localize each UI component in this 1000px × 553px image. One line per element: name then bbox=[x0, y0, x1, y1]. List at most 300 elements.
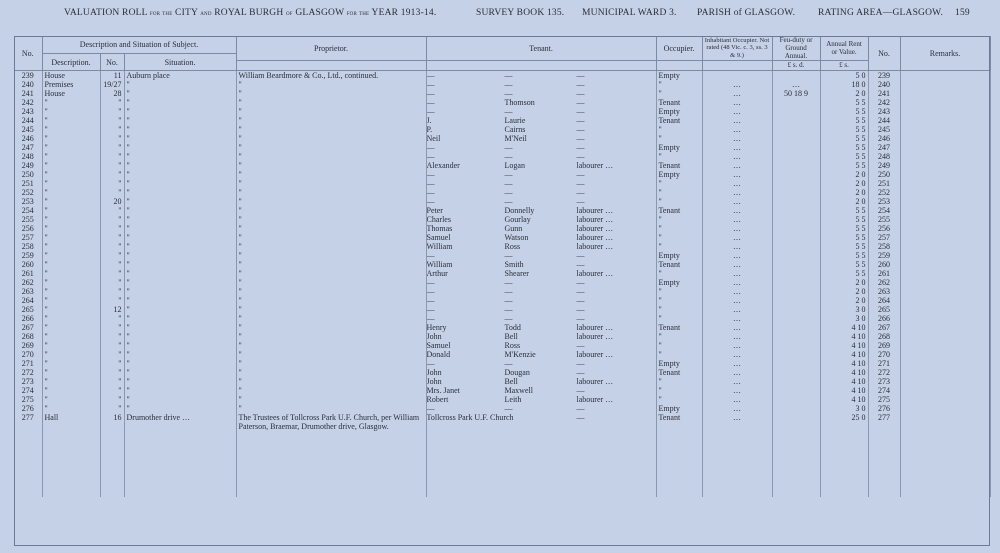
tenant-first-name: Mrs. Janet bbox=[426, 386, 460, 395]
tenant-first-name: John bbox=[426, 377, 442, 386]
table-row bbox=[14, 332, 990, 341]
row-proprietor: " bbox=[236, 260, 426, 269]
row-description: " bbox=[42, 215, 100, 224]
row-annual-rent: 2 0 bbox=[820, 89, 868, 98]
row-annual-rent: 2 0 bbox=[820, 179, 868, 188]
row-remarks bbox=[900, 134, 990, 143]
row-situation: " bbox=[124, 323, 236, 332]
row-feu-duty bbox=[772, 341, 820, 350]
row-description: " bbox=[42, 188, 100, 197]
tenant-surname: Gunn bbox=[504, 224, 523, 233]
row-inhabitant: … bbox=[702, 377, 772, 386]
col-occupier-sub bbox=[656, 61, 702, 71]
header-title-for-the: for the bbox=[346, 9, 370, 17]
row-proprietor: " bbox=[236, 80, 426, 89]
row-inhabitant: … bbox=[702, 125, 772, 134]
row-tenant bbox=[426, 251, 656, 260]
row-situation: " bbox=[124, 269, 236, 278]
row-occupier: Tenant bbox=[656, 323, 702, 332]
tenant-designation: labourer … bbox=[576, 269, 614, 278]
row-tenant bbox=[426, 179, 656, 188]
row-inhabitant bbox=[702, 71, 772, 81]
tenant-surname: Thomson bbox=[504, 98, 535, 107]
row-no: 243 bbox=[14, 107, 42, 116]
row-proprietor: " bbox=[236, 323, 426, 332]
row-remarks bbox=[900, 179, 990, 188]
row-remarks bbox=[900, 404, 990, 413]
row-no: 259 bbox=[14, 251, 42, 260]
row-annual-rent: 3 0 bbox=[820, 305, 868, 314]
row-annual-rent: 5 5 bbox=[820, 260, 868, 269]
row-tenant bbox=[426, 134, 656, 143]
row-subject-no: 20 bbox=[100, 197, 124, 206]
tenant-first-name: Donald bbox=[426, 350, 451, 359]
row-remarks bbox=[900, 224, 990, 233]
row-tenant bbox=[426, 215, 656, 224]
tenant-surname: — bbox=[504, 251, 513, 260]
row-annual-rent: 5 5 bbox=[820, 251, 868, 260]
row-proprietor: " bbox=[236, 179, 426, 188]
row-remarks bbox=[900, 233, 990, 242]
row-subject-no: " bbox=[100, 233, 124, 242]
row-annual-rent: 3 0 bbox=[820, 404, 868, 413]
row-remarks bbox=[900, 350, 990, 359]
header-title-city: CITY bbox=[175, 8, 198, 18]
tenant-first-name: — bbox=[426, 404, 435, 413]
table-row bbox=[14, 125, 990, 134]
tenant-first-name: P. bbox=[426, 125, 433, 134]
row-situation: " bbox=[124, 368, 236, 377]
row-tenant bbox=[426, 206, 656, 215]
row-feu-duty bbox=[772, 269, 820, 278]
row-inhabitant: … bbox=[702, 296, 772, 305]
tenant-surname: Bell bbox=[504, 377, 518, 386]
row-proprietor: " bbox=[236, 251, 426, 260]
tenant-first-name: Arthur bbox=[426, 269, 448, 278]
row-description: " bbox=[42, 161, 100, 170]
row-feu-duty bbox=[772, 350, 820, 359]
tenant-first-name: Robert bbox=[426, 395, 449, 404]
tenant-first-name: — bbox=[426, 314, 435, 323]
row-inhabitant: … bbox=[702, 206, 772, 215]
row-feu-duty bbox=[772, 386, 820, 395]
tenant-surname: Bell bbox=[504, 332, 518, 341]
tenant-first-name: — bbox=[426, 179, 435, 188]
tenant-designation: labourer … bbox=[576, 242, 614, 251]
row-subject-no: " bbox=[100, 179, 124, 188]
tenant-first-name: — bbox=[426, 287, 435, 296]
row-subject-no: " bbox=[100, 206, 124, 215]
tenant-first-name: — bbox=[426, 278, 435, 287]
row-situation: " bbox=[124, 278, 236, 287]
row-description: " bbox=[42, 269, 100, 278]
row-situation: " bbox=[124, 341, 236, 350]
tenant-designation: — bbox=[576, 134, 585, 143]
tenant-designation: — bbox=[576, 386, 585, 395]
row-annual-rent: 4 10 bbox=[820, 359, 868, 368]
row-inhabitant: … bbox=[702, 368, 772, 377]
row-tenant bbox=[426, 323, 656, 332]
row-situation: " bbox=[124, 332, 236, 341]
row-no: 254 bbox=[14, 206, 42, 215]
tenant-first-name: — bbox=[426, 170, 435, 179]
row-no-right: 248 bbox=[868, 152, 900, 161]
row-remarks bbox=[900, 296, 990, 305]
row-annual-rent: 5 5 bbox=[820, 224, 868, 233]
row-inhabitant: … bbox=[702, 161, 772, 170]
row-description: " bbox=[42, 242, 100, 251]
row-description: " bbox=[42, 179, 100, 188]
row-occupier: " bbox=[656, 233, 702, 242]
row-remarks bbox=[900, 242, 990, 251]
tenant-designation: — bbox=[576, 98, 585, 107]
row-feu-duty bbox=[772, 287, 820, 296]
row-no-right: 266 bbox=[868, 314, 900, 323]
row-no: 253 bbox=[14, 197, 42, 206]
row-occupier: " bbox=[656, 125, 702, 134]
row-tenant bbox=[426, 395, 656, 404]
table-row bbox=[14, 179, 990, 188]
row-feu-duty bbox=[772, 323, 820, 332]
row-remarks bbox=[900, 161, 990, 170]
row-feu-duty bbox=[772, 161, 820, 170]
row-occupier: Tenant bbox=[656, 98, 702, 107]
row-proprietor: " bbox=[236, 359, 426, 368]
row-no-right: 252 bbox=[868, 188, 900, 197]
row-inhabitant: … bbox=[702, 251, 772, 260]
tenant-surname: Shearer bbox=[504, 269, 529, 278]
row-annual-rent: 4 10 bbox=[820, 368, 868, 377]
row-tenant bbox=[426, 125, 656, 134]
table-row bbox=[14, 305, 990, 314]
row-subject-no: " bbox=[100, 341, 124, 350]
row-annual-rent: 4 10 bbox=[820, 386, 868, 395]
tenant-first-name: Peter bbox=[426, 206, 443, 215]
header-title-of: of bbox=[286, 9, 293, 17]
row-proprietor: " bbox=[236, 341, 426, 350]
row-remarks bbox=[900, 80, 990, 89]
row-annual-rent: 5 5 bbox=[820, 116, 868, 125]
row-subject-no: " bbox=[100, 278, 124, 287]
row-subject-no: " bbox=[100, 224, 124, 233]
row-tenant bbox=[426, 260, 656, 269]
row-situation: " bbox=[124, 305, 236, 314]
row-inhabitant: … bbox=[702, 98, 772, 107]
col-annual-rent: Annual Rent or Value. bbox=[820, 36, 868, 61]
row-remarks bbox=[900, 251, 990, 260]
row-proprietor: " bbox=[236, 206, 426, 215]
row-feu-duty bbox=[772, 368, 820, 377]
row-inhabitant: … bbox=[702, 116, 772, 125]
row-situation: " bbox=[124, 170, 236, 179]
row-proprietor: " bbox=[236, 215, 426, 224]
tenant-surname: Donnelly bbox=[504, 206, 535, 215]
row-remarks bbox=[900, 359, 990, 368]
row-tenant bbox=[426, 242, 656, 251]
row-description: " bbox=[42, 314, 100, 323]
row-no: 247 bbox=[14, 143, 42, 152]
tenant-designation: — bbox=[576, 314, 585, 323]
row-proprietor: " bbox=[236, 143, 426, 152]
row-no: 245 bbox=[14, 125, 42, 134]
table-row bbox=[14, 215, 990, 224]
row-proprietor: " bbox=[236, 314, 426, 323]
tenant-designation: labourer … bbox=[576, 332, 614, 341]
row-no-right: 268 bbox=[868, 332, 900, 341]
row-no: 267 bbox=[14, 323, 42, 332]
row-subject-no: " bbox=[100, 215, 124, 224]
col-occupier: Occupier. bbox=[656, 36, 702, 61]
row-feu-duty bbox=[772, 305, 820, 314]
row-description: " bbox=[42, 341, 100, 350]
row-annual-rent: 5 5 bbox=[820, 206, 868, 215]
row-no: 271 bbox=[14, 359, 42, 368]
col-tenant: Tenant. bbox=[426, 36, 656, 61]
row-remarks bbox=[900, 332, 990, 341]
header-title-year: YEAR 1913-14. bbox=[371, 8, 437, 18]
tenant-designation: — bbox=[576, 152, 585, 161]
row-description: " bbox=[42, 359, 100, 368]
row-no-right: 271 bbox=[868, 359, 900, 368]
row-feu-duty: … bbox=[772, 80, 820, 89]
row-occupier: Tenant bbox=[656, 206, 702, 215]
row-proprietor: " bbox=[236, 125, 426, 134]
row-no: 246 bbox=[14, 134, 42, 143]
row-feu-duty bbox=[772, 377, 820, 386]
row-situation: " bbox=[124, 251, 236, 260]
row-no-right: 245 bbox=[868, 125, 900, 134]
tenant-designation: — bbox=[576, 107, 585, 116]
row-no-right: 264 bbox=[868, 296, 900, 305]
row-situation: " bbox=[124, 260, 236, 269]
row-remarks bbox=[900, 260, 990, 269]
row-subject-no: " bbox=[100, 377, 124, 386]
row-occupier: Empty bbox=[656, 143, 702, 152]
rent-units: £ s. bbox=[820, 61, 868, 71]
tenant-surname: — bbox=[504, 188, 513, 197]
table-row bbox=[14, 233, 990, 242]
col-feu-duty: Feu-duty or Ground Annual. bbox=[772, 36, 820, 61]
tenant-surname: — bbox=[504, 80, 513, 89]
row-subject-no: " bbox=[100, 242, 124, 251]
col-inhabitant-sub bbox=[702, 61, 772, 71]
row-description: " bbox=[42, 377, 100, 386]
row-no-right: 246 bbox=[868, 134, 900, 143]
row-no-right: 257 bbox=[868, 233, 900, 242]
row-no: 268 bbox=[14, 332, 42, 341]
row-inhabitant: … bbox=[702, 332, 772, 341]
row-occupier: Empty bbox=[656, 359, 702, 368]
row-subject-no: " bbox=[100, 152, 124, 161]
row-occupier: Empty bbox=[656, 170, 702, 179]
table-row bbox=[14, 404, 990, 413]
row-situation: " bbox=[124, 89, 236, 98]
tenant-first-name: John bbox=[426, 332, 442, 341]
tenant-designation: labourer … bbox=[576, 395, 614, 404]
row-occupier: Empty bbox=[656, 251, 702, 260]
table-row bbox=[14, 413, 990, 497]
table-row bbox=[14, 134, 990, 143]
row-subject-no: " bbox=[100, 251, 124, 260]
col-no: No. bbox=[14, 36, 42, 71]
tenant-first-name: Thomas bbox=[426, 224, 453, 233]
header-title-glasgow: GLASGOW bbox=[295, 8, 345, 18]
tenant-surname: M'Kenzie bbox=[504, 350, 536, 359]
table-row bbox=[14, 323, 990, 332]
row-tenant bbox=[426, 161, 656, 170]
row-proprietor: " bbox=[236, 404, 426, 413]
row-proprietor: William Beardmore & Co., Ltd., continued. bbox=[236, 71, 426, 81]
tenant-first-name: Alexander bbox=[426, 161, 460, 170]
row-situation: " bbox=[124, 197, 236, 206]
row-description: " bbox=[42, 197, 100, 206]
row-proprietor: " bbox=[236, 89, 426, 98]
row-description: " bbox=[42, 206, 100, 215]
table-row bbox=[14, 170, 990, 179]
tenant-surname: Leith bbox=[504, 395, 522, 404]
row-no: 266 bbox=[14, 314, 42, 323]
row-tenant bbox=[426, 197, 656, 206]
row-tenant bbox=[426, 278, 656, 287]
row-no-right: 277 bbox=[868, 413, 900, 497]
row-description: " bbox=[42, 107, 100, 116]
row-annual-rent: 4 10 bbox=[820, 341, 868, 350]
roll-body bbox=[14, 71, 990, 498]
row-proprietor: " bbox=[236, 386, 426, 395]
row-tenant bbox=[426, 170, 656, 179]
row-subject-no: " bbox=[100, 314, 124, 323]
row-description: House bbox=[42, 89, 100, 98]
row-occupier: Empty bbox=[656, 404, 702, 413]
row-no: 269 bbox=[14, 341, 42, 350]
row-occupier: " bbox=[656, 341, 702, 350]
table-row bbox=[14, 251, 990, 260]
row-no-right: 262 bbox=[868, 278, 900, 287]
table-row bbox=[14, 395, 990, 404]
tenant-surname: — bbox=[504, 89, 513, 98]
table-row bbox=[14, 197, 990, 206]
row-no-right: 244 bbox=[868, 116, 900, 125]
row-annual-rent: 5 5 bbox=[820, 98, 868, 107]
row-proprietor: " bbox=[236, 332, 426, 341]
row-annual-rent: 5 5 bbox=[820, 125, 868, 134]
row-no-right: 249 bbox=[868, 161, 900, 170]
table-row bbox=[14, 188, 990, 197]
table-row bbox=[14, 206, 990, 215]
table-row bbox=[14, 296, 990, 305]
row-subject-no: " bbox=[100, 125, 124, 134]
table-row bbox=[14, 269, 990, 278]
tenant-surname: — bbox=[504, 287, 513, 296]
row-situation: " bbox=[124, 134, 236, 143]
row-no: 256 bbox=[14, 224, 42, 233]
row-feu-duty bbox=[772, 233, 820, 242]
row-subject-no: " bbox=[100, 134, 124, 143]
row-description: " bbox=[42, 125, 100, 134]
row-no: 248 bbox=[14, 152, 42, 161]
row-annual-rent: 5 0 bbox=[820, 71, 868, 81]
row-occupier: " bbox=[656, 287, 702, 296]
row-tenant bbox=[426, 89, 656, 98]
row-occupier: " bbox=[656, 377, 702, 386]
row-proprietor: " bbox=[236, 368, 426, 377]
table-row bbox=[14, 359, 990, 368]
row-tenant bbox=[426, 368, 656, 377]
row-tenant bbox=[426, 98, 656, 107]
row-situation: " bbox=[124, 107, 236, 116]
tenant-first-name: J. bbox=[426, 116, 432, 125]
row-occupier: Tenant bbox=[656, 413, 702, 497]
table-row bbox=[14, 143, 990, 152]
tenant-designation: labourer … bbox=[576, 233, 614, 242]
row-situation: " bbox=[124, 314, 236, 323]
row-feu-duty bbox=[772, 404, 820, 413]
row-description: " bbox=[42, 395, 100, 404]
tenant-designation: labourer … bbox=[576, 206, 614, 215]
row-subject-no: " bbox=[100, 332, 124, 341]
tenant-surname: Laurie bbox=[504, 116, 526, 125]
row-tenant bbox=[426, 332, 656, 341]
row-subject-no: " bbox=[100, 143, 124, 152]
tenant-surname: Logan bbox=[504, 161, 525, 170]
feu-units: £ s. d. bbox=[772, 61, 820, 71]
tenant-designation: — bbox=[576, 251, 585, 260]
row-no-right: 270 bbox=[868, 350, 900, 359]
tenant-first-name: Neil bbox=[426, 134, 441, 143]
row-inhabitant: … bbox=[702, 269, 772, 278]
valuation-table bbox=[14, 36, 991, 497]
tenant-first-name: — bbox=[426, 152, 435, 161]
row-annual-rent: 5 5 bbox=[820, 143, 868, 152]
row-annual-rent: 4 10 bbox=[820, 395, 868, 404]
row-inhabitant: … bbox=[702, 80, 772, 89]
row-annual-rent: 4 10 bbox=[820, 350, 868, 359]
row-feu-duty bbox=[772, 188, 820, 197]
row-no-right: 247 bbox=[868, 143, 900, 152]
row-no-right: 254 bbox=[868, 206, 900, 215]
table-row bbox=[14, 242, 990, 251]
row-tenant bbox=[426, 404, 656, 413]
row-tenant bbox=[426, 386, 656, 395]
row-tenant bbox=[426, 152, 656, 161]
row-feu-duty bbox=[772, 134, 820, 143]
row-no-right: 259 bbox=[868, 251, 900, 260]
row-remarks bbox=[900, 107, 990, 116]
row-situation: " bbox=[124, 287, 236, 296]
row-inhabitant: … bbox=[702, 179, 772, 188]
survey-book: SURVEY BOOK 135. bbox=[476, 8, 565, 18]
row-annual-rent: 5 5 bbox=[820, 215, 868, 224]
tenant-designation: — bbox=[576, 278, 585, 287]
table-row bbox=[14, 116, 990, 125]
row-no: 257 bbox=[14, 233, 42, 242]
tenant-surname: — bbox=[504, 305, 513, 314]
col-remarks: Remarks. bbox=[900, 36, 990, 71]
row-occupier: " bbox=[656, 152, 702, 161]
row-feu-duty bbox=[772, 395, 820, 404]
row-no: 276 bbox=[14, 404, 42, 413]
row-occupier: " bbox=[656, 314, 702, 323]
tenant-designation: — bbox=[576, 89, 585, 98]
row-occupier: " bbox=[656, 197, 702, 206]
row-annual-rent: 5 5 bbox=[820, 134, 868, 143]
col-proprietor: Proprietor. bbox=[236, 36, 426, 61]
tenant-first-name: — bbox=[426, 197, 435, 206]
row-situation: " bbox=[124, 125, 236, 134]
row-feu-duty bbox=[772, 71, 820, 81]
row-annual-rent: 4 10 bbox=[820, 332, 868, 341]
row-proprietor: " bbox=[236, 395, 426, 404]
